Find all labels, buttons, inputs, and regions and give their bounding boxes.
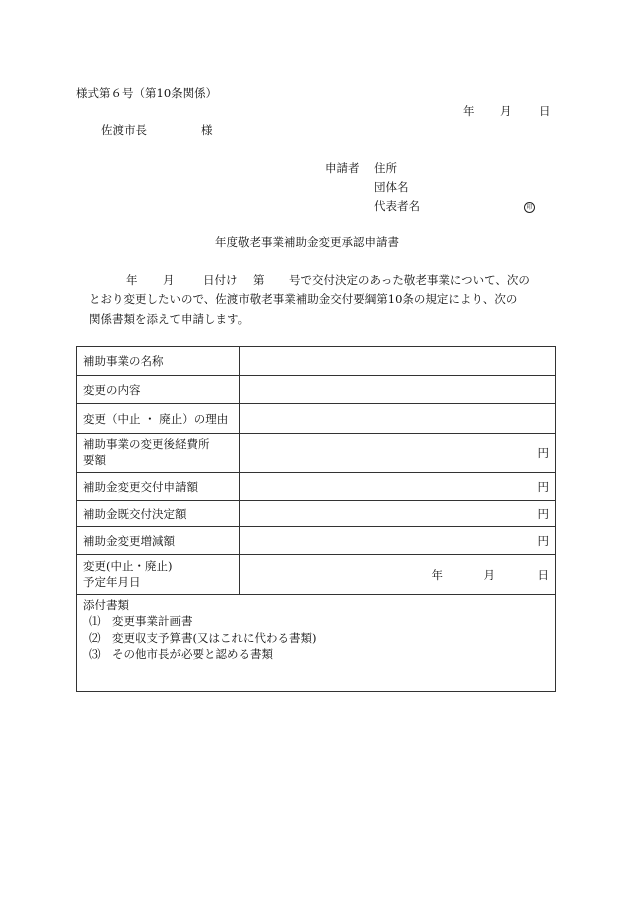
table-row [77, 501, 556, 527]
row-label: 補助事業の名称 [77, 347, 240, 376]
seal-mark: 印 [524, 202, 535, 213]
row-label: 変更（中止 ・ 廃止）の理由 [77, 404, 240, 434]
row-value-field[interactable] [240, 376, 556, 404]
row-label [77, 555, 240, 595]
row-value-field[interactable]: 円 [240, 473, 556, 501]
representative-label: 代表者名 [374, 199, 420, 213]
body-line3: 関係書類を添えて申請します。 [89, 312, 250, 326]
body-month: 月 [163, 273, 175, 287]
form-number: 様式第６号（第10条関係） [76, 86, 218, 100]
body-year: 年 [126, 273, 138, 287]
applicant-role: 申請者 [325, 161, 360, 175]
row-label-line: 変更(中止・廃止) [83, 558, 173, 573]
date-month: 月 [500, 104, 512, 118]
addressee-name: 佐渡市長 [101, 123, 147, 137]
row-label: 補助金既交付決定額 [77, 501, 240, 527]
row-label: 補助金変更交付申請額 [77, 473, 240, 501]
attachment-item: ⑶ その他市長が必要と認める書類 [89, 647, 273, 662]
table-row [77, 595, 556, 692]
table-row [77, 555, 556, 595]
table-row [77, 434, 556, 473]
row-label [77, 434, 240, 473]
planned-day: 日 [537, 567, 549, 582]
attachment-item: ⑵ 変更収支予算書(又はこれに代わる書類) [89, 630, 317, 645]
row-value-field[interactable] [240, 347, 556, 376]
row-value-field[interactable] [240, 555, 556, 595]
table-row [77, 376, 556, 404]
table-row [77, 347, 556, 376]
attachment-item: ⑴ 変更事業計画書 [89, 614, 193, 628]
addressee-honorific: 様 [201, 123, 213, 137]
table-row [77, 473, 556, 501]
date-day: 日 [539, 104, 551, 118]
row-label-line: 予定年月日 [83, 574, 141, 589]
address-label: 住所 [374, 161, 397, 175]
body-dated: 日付け [203, 273, 238, 287]
date-year: 年 [463, 104, 475, 118]
row-value-field[interactable] [240, 404, 556, 434]
table-row [77, 404, 556, 434]
body-line1-rest: 号で交付決定のあった敬老事業について、次の [289, 273, 530, 287]
row-label-line: 補助事業の変更後経費所 [83, 437, 210, 452]
planned-month: 月 [483, 567, 495, 582]
body-line2: とおり変更したいので、佐渡市敬老事業補助金交付要綱第10条の規定により、次の [89, 292, 518, 306]
row-value-field[interactable]: 円 [240, 501, 556, 527]
row-label-line: 要額 [83, 453, 106, 467]
group-label: 団体名 [374, 180, 409, 194]
application-table [76, 346, 556, 692]
body-dai: 第 [253, 273, 265, 287]
document-title: 年度敬老事業補助金変更承認申請書 [215, 235, 399, 249]
row-label: 補助金変更増減額 [77, 527, 240, 555]
table-row [77, 527, 556, 555]
row-value-field[interactable]: 円 [240, 527, 556, 555]
row-value-field[interactable]: 円 [240, 434, 556, 473]
attachments-heading: 添付書類 [83, 598, 129, 612]
row-label: 変更の内容 [77, 376, 240, 404]
planned-year: 年 [431, 567, 443, 582]
attachments-cell[interactable] [77, 595, 556, 692]
planned-date [246, 567, 549, 583]
